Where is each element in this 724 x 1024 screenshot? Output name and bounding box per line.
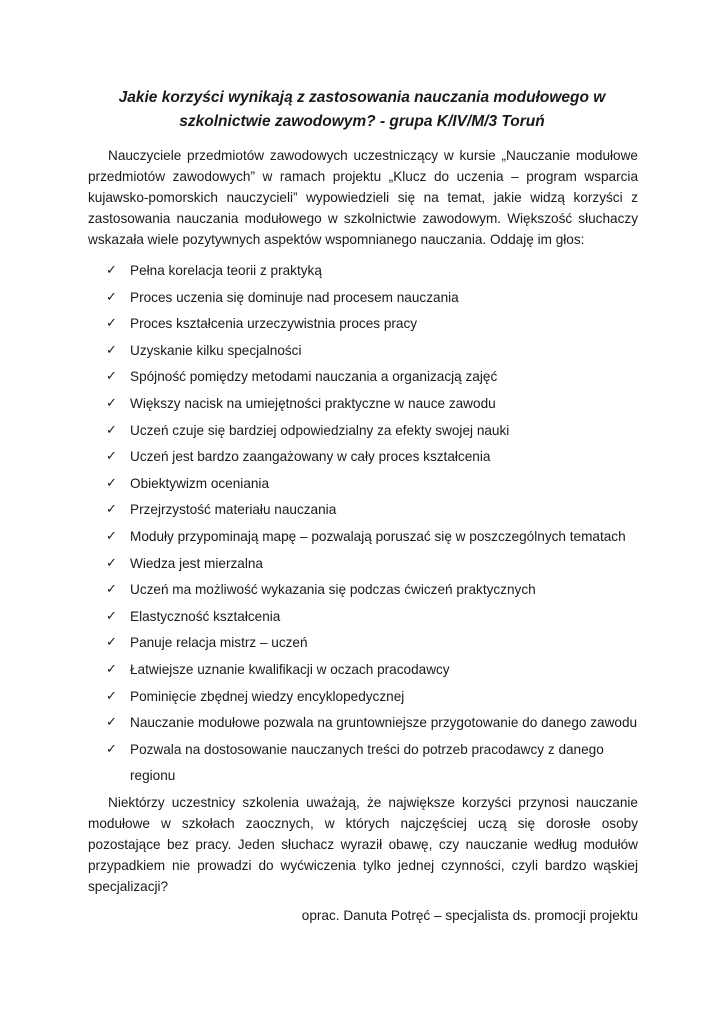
list-item [106,285,646,312]
list-item-text: Przejrzystość materiału nauczania [130,502,337,518]
checkmark-icon: ✓ [106,289,117,305]
checkmark-icon: ✓ [106,422,117,438]
checkmark-icon: ✓ [106,635,117,651]
list-item [106,737,646,790]
list-item [106,444,646,471]
list-item [106,604,646,631]
list-item [106,657,646,684]
list-item-text: Uczeń ma możliwość wykazania się podczas ćwiczeń praktycznych [130,582,536,598]
checkmark-icon: ✓ [106,555,117,571]
list-item [106,524,646,551]
list-item-text: Pełna korelacja teorii z praktyką [130,263,322,278]
checkmark-icon: ✓ [106,715,117,731]
list-item [106,338,646,365]
list-item-text: Pozwala na dostosowanie nauczanych treści do potrzeb pracodawcy z danego regionu [130,741,604,784]
checkmark-icon: ✓ [106,741,117,757]
title-line-2: szkolnictwie zawodowym? - grupa K/IV/M/3 Toruń [179,113,545,130]
list-item-text: Spójność pomiędzy metodami nauczania a organizacją zajęć [130,369,498,385]
checkmark-icon: ✓ [106,395,117,411]
list-item [106,418,646,445]
checkmark-icon: ✓ [106,263,117,278]
list-item-text: Elastyczność kształcenia [130,608,281,624]
list-item-text: Większy nacisk na umiejętności praktyczne w nauce zawodu [130,395,496,411]
list-item [106,684,646,711]
title-line-1: Jakie korzyści wynikają z zastosowania nauczania modułowego w [118,89,606,106]
closing-paragraph: Niektórzy uczestnicy szkolenia uważają, że największe korzyści przynosi nauczanie modułowe w szkołach zaocznych, w których najczęściej uczą się dorosłe osoby pozostające bez pracy. Jeden słuchacz wyraził obawę, czy nauczanie według modułów przypadkiem nie prowadzi do wyćwiczenia tylko jednej czynności, czyli bardzo wąskiej specjalizacji? [88,795,638,894]
intro-paragraph: Nauczyciele przedmiotów zawodowych uczestniczący w kursie „Nauczanie modułowe przedmiotów zawodowych” w ramach projektu „Klucz do uczenia – program wsparcia kujawsko-pomorskich nauczycieli” wypowiedzieli się na temat, jakie widzą korzyści z zastosowania nauczania modułowego w szkolnictwie zawodowym. Większość słuchaczy wskazała wiele pozytywnych aspektów wspomnianego nauczania. Oddaję im głos: [88,148,638,247]
list-item [106,391,646,418]
list-item-text: Nauczanie modułowe pozwala na gruntowniejsze przygotowanie do danego zawodu [130,715,638,731]
document-title [90,86,634,134]
checkmark-icon: ✓ [106,449,117,465]
list-item-text: Panuje relacja mistrz – uczeń [130,635,308,651]
list-item [106,471,646,498]
checkmark-icon: ✓ [106,316,117,332]
benefit-list [106,258,646,790]
checkmark-icon: ✓ [106,502,117,518]
list-item-text: Łatwiejsze uznanie kwalifikacji w oczach pracodawcy [130,661,450,677]
list-item [106,551,646,578]
list-item [106,710,646,737]
list-item-text: Moduły przypominają mapę – pozwalają poruszać się w poszczególnych tematach [130,528,626,544]
checkmark-icon: ✓ [106,582,117,598]
list-item [106,630,646,657]
list-item [106,258,646,285]
checkmark-icon: ✓ [106,342,117,358]
checkmark-icon: ✓ [106,369,117,385]
list-item [106,311,646,338]
author-signature: oprac. Danuta Potręć – specjalista ds. promocji projektu [301,908,638,923]
list-item-text: Obiektywizm oceniania [130,475,270,491]
list-item-text: Uzyskanie kilku specjalności [130,342,302,358]
checkmark-icon: ✓ [106,661,117,677]
list-item-text: Proces kształcenia urzeczywistnia proces pracy [130,316,418,332]
checkmark-icon: ✓ [106,608,117,624]
list-item-text: Uczeń czuje się bardziej odpowiedzialny za efekty swojej nauki [130,422,510,438]
list-item [106,364,646,391]
checkmark-icon: ✓ [106,528,117,544]
list-item [106,577,646,604]
checkmark-icon: ✓ [106,688,117,704]
list-item-text: Pominięcie zbędnej wiedzy encyklopedycznej [130,688,405,704]
list-item-text: Wiedza jest mierzalna [130,555,263,571]
checkmark-icon: ✓ [106,475,117,491]
list-item [106,497,646,524]
list-item-text: Uczeń jest bardzo zaangażowany w cały proces kształcenia [130,449,491,465]
list-item-text: Proces uczenia się dominuje nad procesem nauczania [130,289,459,305]
